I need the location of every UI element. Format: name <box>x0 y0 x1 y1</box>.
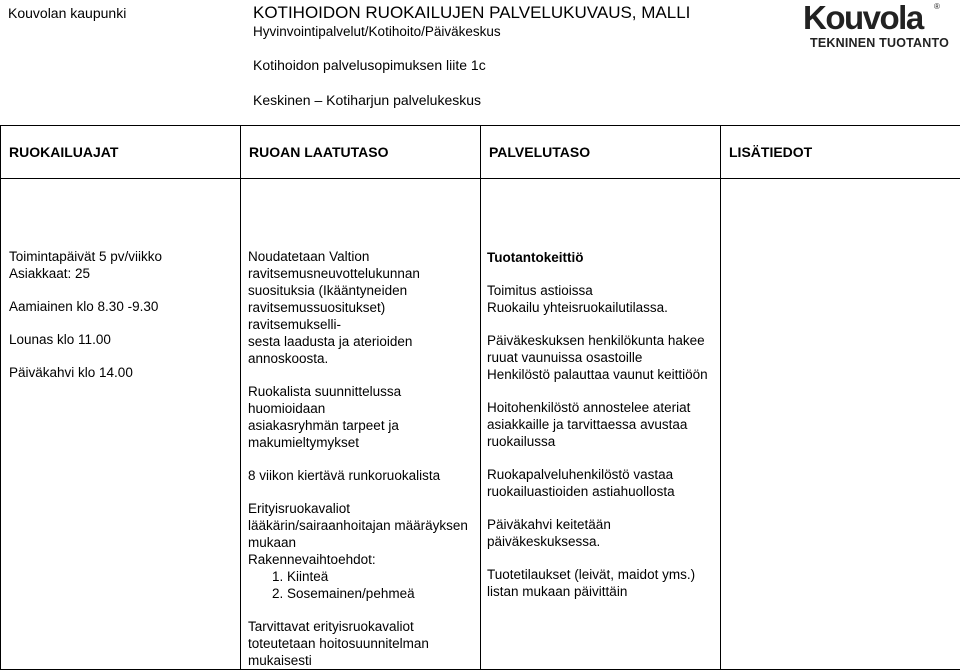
meal-time-line: Päiväkahvi klo 14.00 <box>9 364 236 381</box>
document-subtitle: Hyvinvointipalvelut/Kotihoito/Päiväkeskus <box>253 24 501 39</box>
service-text-line: asiakkaille ja tarvittaessa avustaa <box>487 416 716 433</box>
registered-mark-icon: ® <box>934 2 940 11</box>
organization-name: Kouvolan kaupunki <box>8 5 126 21</box>
paragraph-gap <box>487 383 716 399</box>
paragraph-gap <box>9 315 236 331</box>
appendix-label: Kotihoidon palvelusopimuksen liite 1c <box>253 57 486 73</box>
quality-text-line: asiakasryhmän tarpeet ja <box>248 417 476 434</box>
quality-text-line: Tarvittavat erityisruokavaliot <box>248 618 476 635</box>
paragraph-gap <box>248 367 476 383</box>
quality-text-line: Noudatetaan Valtion <box>248 248 476 265</box>
paragraph-gap <box>487 316 716 332</box>
quality-text-line: mukaisesti <box>248 652 476 669</box>
paragraph-gap <box>487 500 716 516</box>
quality-text-line: Rakennevaihtoehdot: <box>248 551 476 568</box>
column-header-service-level: PALVELUTASO <box>481 126 721 179</box>
service-level-cell <box>481 179 721 670</box>
service-text-line: Henkilöstö palauttaa vaunut keittiöön <box>487 366 716 383</box>
document-title: KOTIHOIDON RUOKAILUJEN PALVELUKUVAUS, MALLI <box>253 3 690 23</box>
meal-time-line: Toimintapäivät 5 pv/viikko <box>9 248 236 265</box>
quality-text-line: mukaan <box>248 534 476 551</box>
service-text-line: listan mukaan päivittäin <box>487 583 716 600</box>
quality-text-line: toteutetaan hoitosuunnitelman <box>248 635 476 652</box>
service-text-line: ruokailussa <box>487 433 716 450</box>
meal-times-content <box>1 179 240 381</box>
texture-option-item: 1. Kiinteä <box>248 568 476 585</box>
paragraph-gap <box>9 282 236 298</box>
service-text-line: Tuotetilaukset (leivät, maidot yms.) <box>487 566 716 583</box>
food-quality-content <box>241 179 480 669</box>
column-header-meal-times: RUOKAILUAJAT <box>1 126 241 179</box>
production-kitchen-heading: Tuotantokeittiö <box>487 249 716 266</box>
paragraph-gap <box>248 602 476 618</box>
table-body-row <box>1 179 960 670</box>
paragraph-gap <box>487 266 716 282</box>
service-text-line: Päiväkahvi keitetään päiväkeskuksessa. <box>487 516 716 550</box>
logo-wordmark: Kouvola <box>803 0 923 37</box>
column-header-food-quality: RUOAN LAATUTASO <box>241 126 481 179</box>
service-text-line: Toimitus astioissa <box>487 282 716 299</box>
meal-times-cell <box>1 179 241 670</box>
service-text-line: ruuat vaunuissa osastoille <box>487 349 716 366</box>
service-text-line: Hoitohenkilöstö annostelee ateriat <box>487 399 716 416</box>
quality-text-line: makumieltymykset <box>248 434 476 451</box>
quality-text-line: Ruokalista suunnittelussa huomioidaan <box>248 383 476 417</box>
kouvola-logo <box>800 0 960 52</box>
quality-text-line: 8 viikon kiertävä runkoruokalista <box>248 467 476 484</box>
texture-option-item: 2. Sosemainen/pehmeä <box>248 585 476 602</box>
food-quality-cell <box>241 179 481 670</box>
quality-text-line: Erityisruokavaliot <box>248 500 476 517</box>
quality-text-line: sesta laadusta ja aterioiden <box>248 333 476 350</box>
paragraph-gap <box>487 450 716 466</box>
location-label: Keskinen – Kotiharjun palvelukeskus <box>253 92 481 108</box>
meal-time-line: Asiakkaat: 25 <box>9 265 236 282</box>
quality-text-line: suosituksia (Ikääntyneiden <box>248 282 476 299</box>
quality-text-line: ravitsemusneuvottelukunnan <box>248 265 476 282</box>
service-text-line: Ruokapalveluhenkilöstö vastaa <box>487 466 716 483</box>
service-description-table <box>0 125 960 670</box>
meal-time-line: Lounas klo 11.00 <box>9 331 236 348</box>
service-text-line: Päiväkeskuksen henkilökunta hakee <box>487 332 716 349</box>
paragraph-gap <box>487 550 716 566</box>
additional-info-cell <box>721 179 960 670</box>
service-text-line: ruokailuastioiden astiahuollosta <box>487 483 716 500</box>
column-header-additional-info: LISÄTIEDOT <box>721 126 960 179</box>
service-level-content <box>481 179 720 600</box>
paragraph-gap <box>248 484 476 500</box>
service-text-line: Ruokailu yhteisruokailutilassa. <box>487 299 716 316</box>
quality-text-line: annoskoosta. <box>248 350 476 367</box>
quality-text-line: lääkärin/sairaanhoitajan määräyksen <box>248 517 476 534</box>
quality-text-line: ravitsemussuositukset) ravitsemukselli- <box>248 299 476 333</box>
paragraph-gap <box>248 451 476 467</box>
paragraph-gap <box>9 348 236 364</box>
meal-time-line: Aamiainen klo 8.30 -9.30 <box>9 298 236 315</box>
logo-tagline: TEKNINEN TUOTANTO <box>810 36 949 50</box>
table-header-row <box>1 126 960 179</box>
